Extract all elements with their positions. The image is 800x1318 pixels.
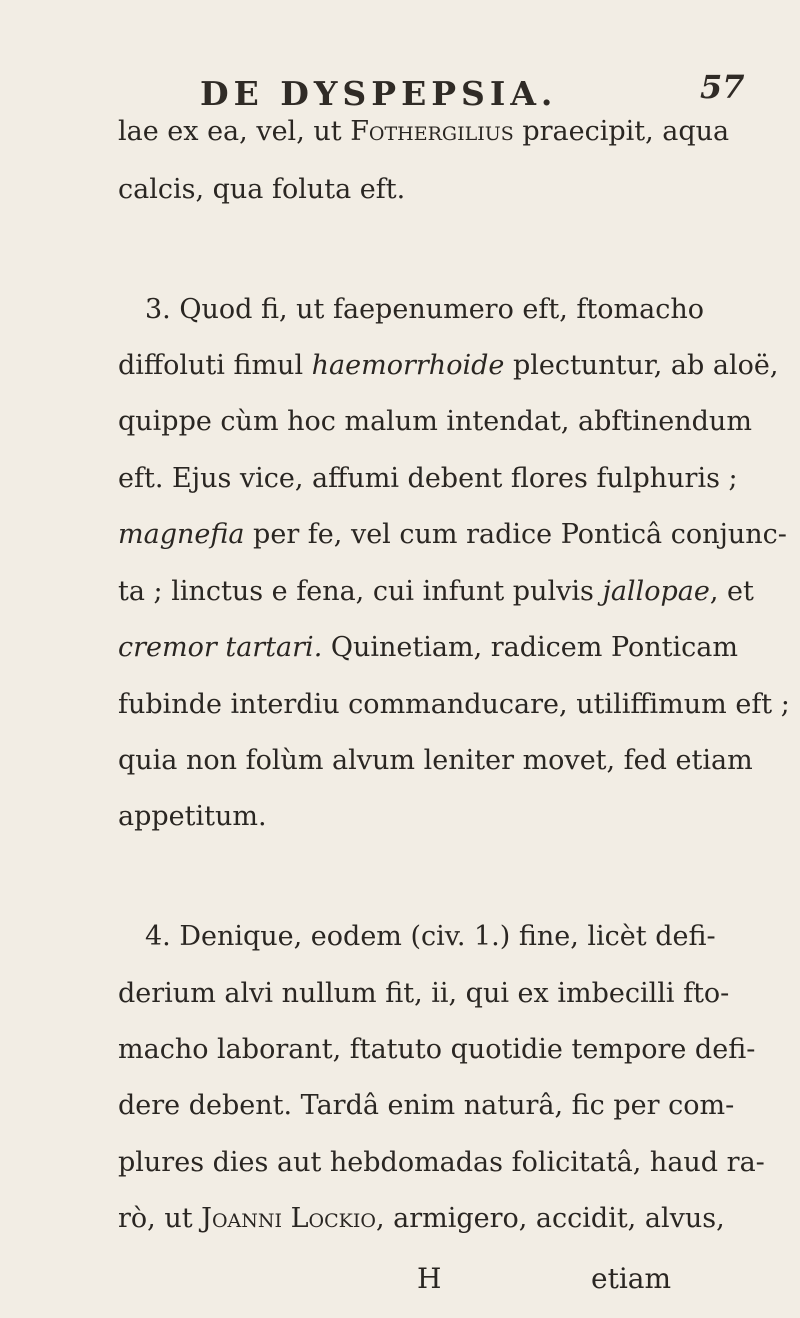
text-line: 4. Denique, eodem (civ. 1.) fine, licèt defi- [145,921,716,952]
text-line: magnefia per fe, vel cum radice Ponticâ conjunc- [118,519,787,550]
signature-mark: H [417,1262,442,1295]
text-line: derium alvi nullum fit, ii, qui ex imbecilli fto- [118,978,730,1009]
text-line: lae ex ea, vel, ut Fothergilius praecipit, aqua [118,116,730,147]
text-line: calcis, qua foluta eft. [118,174,406,205]
text-line: quia non folùm alvum leniter movet, fed etiam [118,745,753,776]
text-line: fubinde interdiu commanducare, utiliffimum eft ; [118,689,790,720]
text-line: eft. Ejus vice, affumi debent flores fulphuris ; [118,463,738,494]
text-line: ta ; linctus e fena, cui infunt pulvis jallopae, et [118,576,754,607]
text-line: cremor tartari. Quinetiam, radicem Ponticam [118,632,738,663]
text-line: 3. Quod fi, ut faepenumero eft, ftomacho [145,294,704,325]
text-line: plures dies aut hebdomadas folicitatâ, haud ra- [118,1147,765,1178]
text-line: appetitum. [118,801,267,832]
running-head: DE DYSPEPSIA. [200,74,558,113]
author-name: Fothergilius [350,116,514,147]
person-name: Joanni Lockio [201,1203,376,1234]
text-line: dere debent. Tardâ enim naturâ, fic per com- [118,1090,735,1121]
catchword: etiam [591,1262,672,1295]
text-line: macho laborant, ftatuto quotidie tempore defi- [118,1034,756,1065]
text-line: quippe cùm hoc malum intendat, abftinendum [118,406,752,437]
text-line: diffoluti fimul haemorrhoide plectuntur, ab aloë, [118,350,779,381]
text-line: rò, ut Joanni Lockio, armigero, accidit, alvus, [118,1203,725,1234]
page-number: 57 [700,68,745,106]
